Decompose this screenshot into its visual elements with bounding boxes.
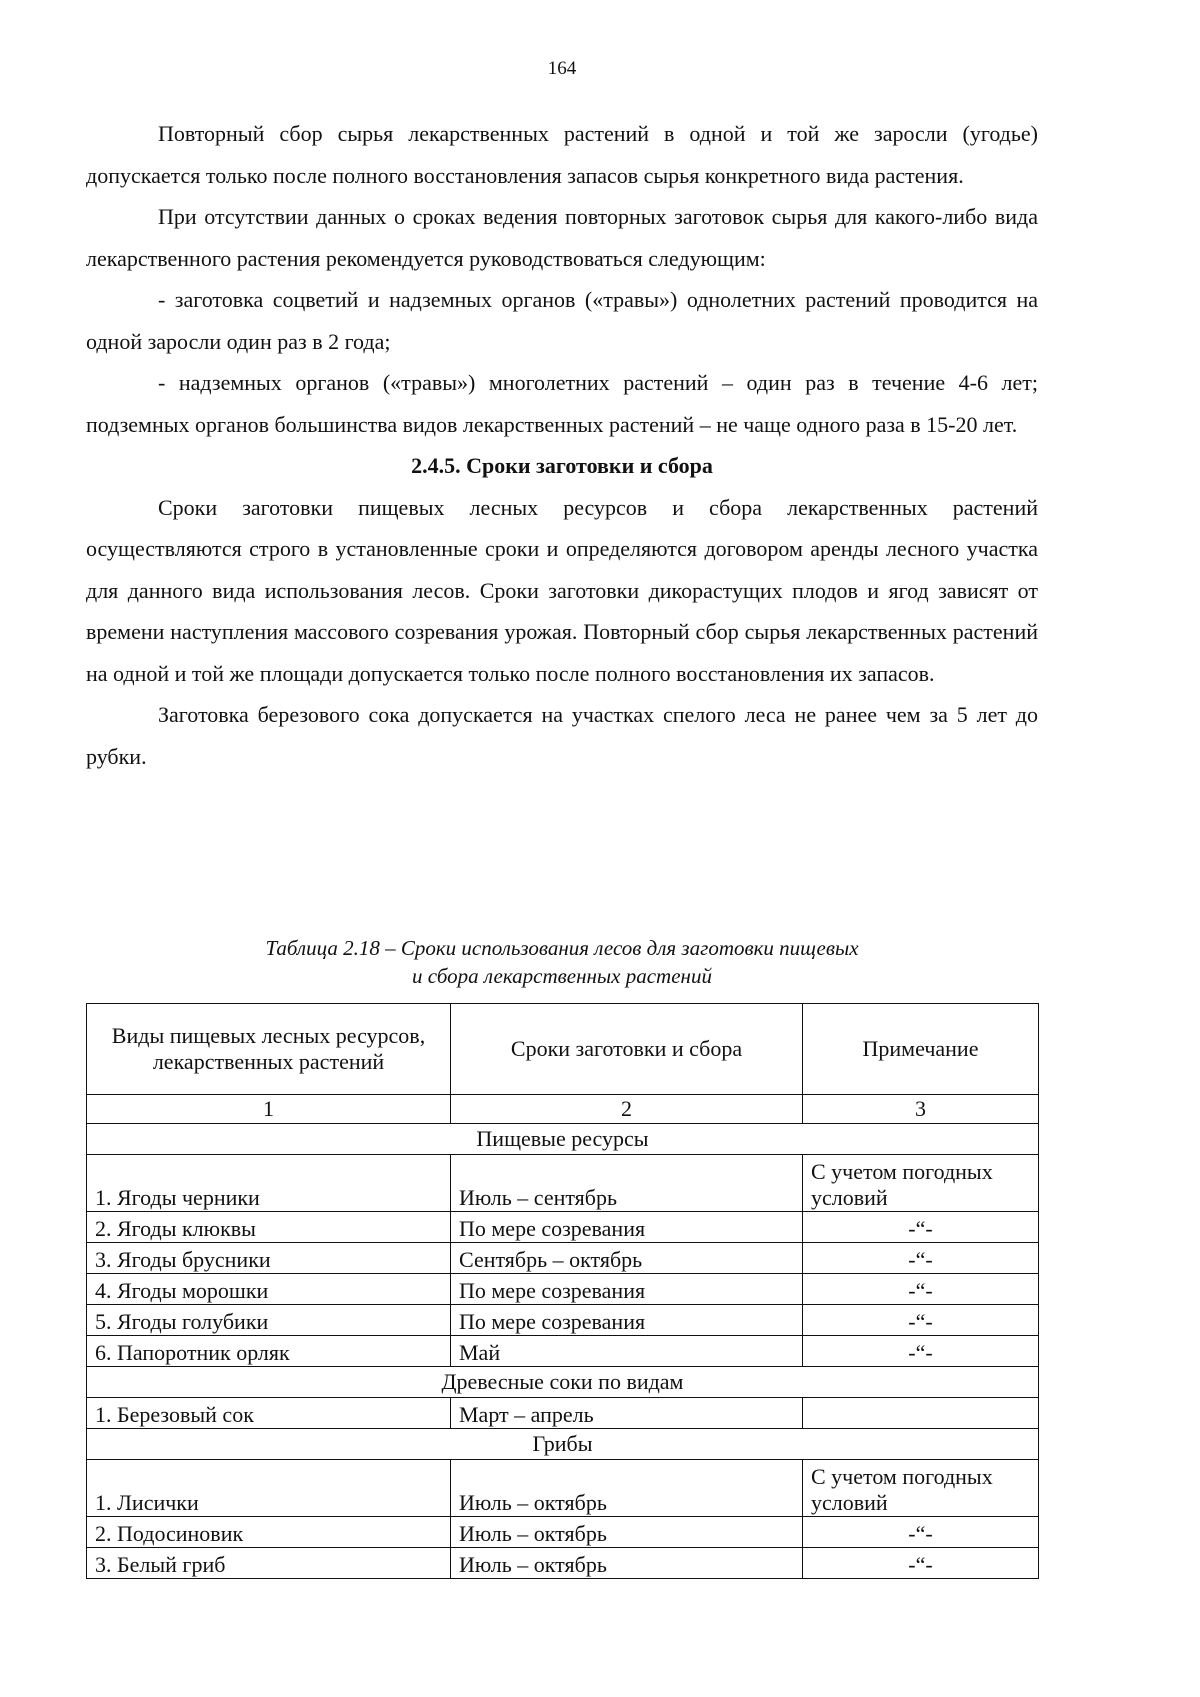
header-note: Примечание (803, 1004, 1039, 1095)
section-row-sap (87, 1367, 1039, 1398)
resource-name: 2. Подосиновик (87, 1517, 451, 1548)
harvest-term: Июль – октябрь (451, 1460, 803, 1517)
table-caption-line1: Таблица 2.18 – Сроки использования лесов для заготовки пищевых (265, 936, 859, 960)
harvest-term: Июль – октябрь (451, 1548, 803, 1579)
column-number: 3 (803, 1095, 1039, 1124)
harvest-term: Июль – сентябрь (451, 1155, 803, 1212)
note: С учетом погодных условий (803, 1460, 1039, 1517)
paragraph-perennial-plants: - надземных органов («травы») многолетних растений – один раз в течение 4-6 лет; подземных органов большинства видов лекарственных растений – не чаще одного раза в 15-20 лет. (86, 370, 1038, 437)
section-row-mushrooms (87, 1429, 1039, 1460)
table-row (87, 1243, 1039, 1274)
section-label: Древесные соки по видам (87, 1367, 1039, 1398)
page-number: 164 (547, 58, 577, 79)
table-row (87, 1460, 1039, 1517)
paragraph-harvest-terms: Сроки заготовки пищевых лесных ресурсов и сбора лекарственных растений осуществляются строго в установленные сроки и определяются договором аренды лесного участка для данного вида использования лесов. Сроки заготовки дикорастущих плодов и ягод зависят от времени наступления массового созревания урожая. Повторный сбор сырья лекарственных растений на одной и той же площади допускается только после полного восстановления их запасов. (86, 494, 1038, 686)
note: -“- (803, 1548, 1039, 1579)
harvest-term: Сентябрь – октябрь (451, 1243, 803, 1274)
header-resource-type: Виды пищевых лесных ресурсов, лекарственных растений (87, 1004, 451, 1095)
table-header-row (87, 1004, 1039, 1095)
table-row (87, 1212, 1039, 1243)
resource-name: 1. Березовый сок (87, 1398, 451, 1429)
harvest-term: По мере созревания (451, 1212, 803, 1243)
harvest-terms-table (86, 1003, 1039, 1579)
harvest-term: По мере созревания (451, 1305, 803, 1336)
harvest-term: Март – апрель (451, 1398, 803, 1429)
column-number: 2 (451, 1095, 803, 1124)
note: -“- (803, 1212, 1039, 1243)
table-column-numbers (87, 1095, 1039, 1124)
table-row (87, 1305, 1039, 1336)
resource-name: 6. Папоротник орляк (87, 1336, 451, 1367)
resource-name: 4. Ягоды морошки (87, 1274, 451, 1305)
resource-name: 3. Белый гриб (87, 1548, 451, 1579)
paragraph-birch-sap: Заготовка березового сока допускается на участках спелого леса не ранее чем за 5 лет до рубки. (86, 702, 1038, 769)
resource-name: 5. Ягоды голубики (87, 1305, 451, 1336)
table-row (87, 1336, 1039, 1367)
section-row-food (87, 1124, 1039, 1155)
table-row (87, 1548, 1039, 1579)
paragraph-repeat-collection: Повторный сбор сырья лекарственных растений в одной и той же заросли (угодье) допускается только после полного восстановления запасов сырья конкретного вида растения. (86, 121, 1038, 188)
harvest-term: Июль – октябрь (451, 1517, 803, 1548)
note: -“- (803, 1517, 1039, 1548)
note: -“- (803, 1305, 1039, 1336)
table-row (87, 1155, 1039, 1212)
note (803, 1398, 1039, 1429)
note: -“- (803, 1336, 1039, 1367)
resource-name: 3. Ягоды брусники (87, 1243, 451, 1274)
table-row (87, 1398, 1039, 1429)
paragraph-annual-plants: - заготовка соцветий и надземных органов («травы») однолетних растений проводится на одной заросли один раз в 2 года; (86, 287, 1038, 354)
body-text (86, 113, 1038, 777)
section-label: Грибы (87, 1429, 1039, 1460)
harvest-term: Май (451, 1336, 803, 1367)
table-caption (86, 934, 1038, 990)
section-heading: 2.4.5. Сроки заготовки и сбора (411, 453, 713, 478)
table-row (87, 1274, 1039, 1305)
header-terms: Сроки заготовки и сбора (451, 1004, 803, 1095)
note: -“- (803, 1274, 1039, 1305)
column-number: 1 (87, 1095, 451, 1124)
resource-name: 1. Лисички (87, 1460, 451, 1517)
paragraph-no-data: При отсутствии данных о сроках ведения повторных заготовок сырья для какого-либо вида лекарственного растения рекомендуется руководствоваться следующим: (86, 204, 1038, 271)
note: -“- (803, 1243, 1039, 1274)
section-label: Пищевые ресурсы (87, 1124, 1039, 1155)
table-row (87, 1517, 1039, 1548)
resource-name: 2. Ягоды клюквы (87, 1212, 451, 1243)
table-caption-line2: и сбора лекарственных растений (412, 964, 712, 988)
resource-name: 1. Ягоды черники (87, 1155, 451, 1212)
harvest-term: По мере созревания (451, 1274, 803, 1305)
note: С учетом погодных условий (803, 1155, 1039, 1212)
